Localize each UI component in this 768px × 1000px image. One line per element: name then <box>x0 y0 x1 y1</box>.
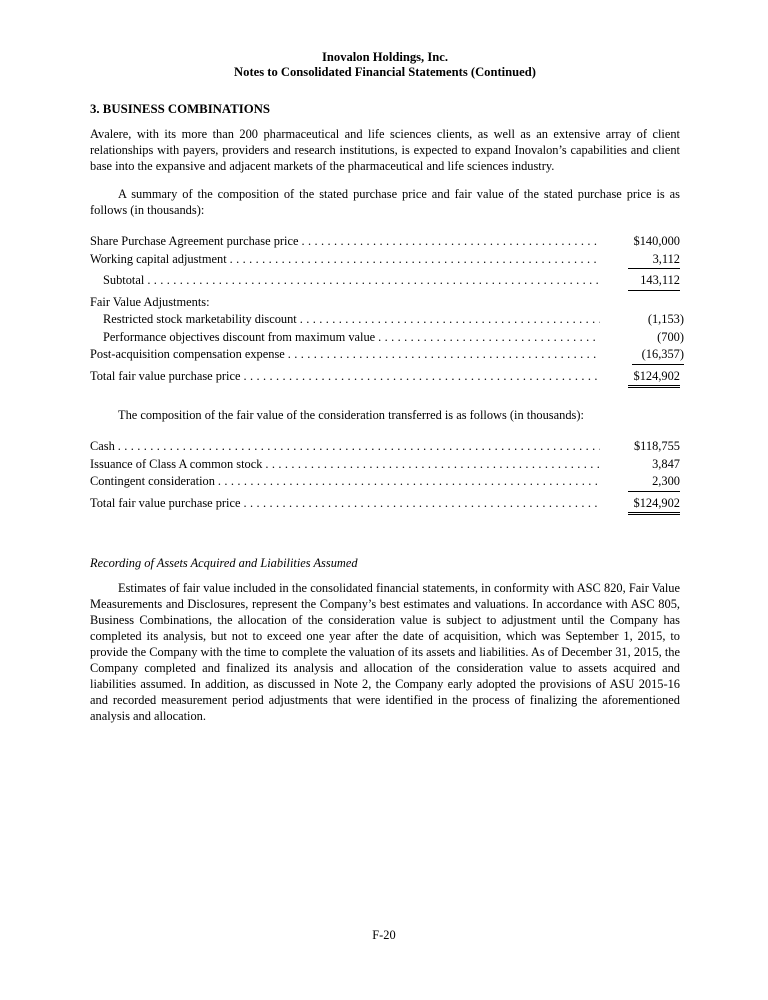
table-row <box>90 272 680 291</box>
row-value: $124,902 <box>628 368 680 389</box>
dot-leader <box>375 329 600 347</box>
dot-leader <box>227 251 600 269</box>
row-value: $118,755 <box>633 439 680 453</box>
row-label: Share Purchase Agreement purchase price <box>90 234 299 248</box>
row-label: Contingent consideration <box>90 474 215 488</box>
section-heading: 3. BUSINESS COMBINATIONS <box>90 102 271 116</box>
row-value-cell <box>606 346 684 365</box>
row-value-cell <box>606 272 680 291</box>
company-name: Inovalon Holdings, Inc. <box>322 50 448 64</box>
row-value: (1,153) <box>647 312 684 326</box>
summary-lead-paragraph: A summary of the composition of the stated purchase price and fair value of the stated purchase price is as follows (in thousands): <box>90 187 680 217</box>
page-footer <box>0 928 768 943</box>
purchase-price-table <box>90 233 684 388</box>
dot-leader <box>115 438 600 456</box>
row-value-cell <box>606 438 680 456</box>
row-value-cell <box>606 329 684 347</box>
document-header <box>90 50 680 80</box>
row-value-cell <box>606 456 680 474</box>
dot-leader <box>144 272 600 290</box>
row-value: (700) <box>657 329 684 344</box>
table-row <box>90 311 684 329</box>
row-value-cell <box>606 251 680 270</box>
row-value-cell <box>606 495 680 516</box>
table-row <box>90 473 680 492</box>
row-value: $124,902 <box>628 495 680 516</box>
recording-paragraph: Estimates of fair value included in the consolidated financial statements, in conformity with ASC 820, Fair Value Measurements and Disclosures, represent the Company’s best estimates and valuations. In accordance with ASC 805, Business Combinations, the allocation of the consideration value is subject to adjustment until the Company has completed its analysis, but not to exceed one year after the date of acquisition, which was September 1, 2015, to provide the Company with the time to complete the valuation of its assets and liabilities. As of December 31, 2015, the Company completed and finalized its analysis and allocation of the consideration value to assets acquired and liabilities assumed. In addition, as discussed in Note 2, the Company early adopted the provisions of ASU 2015-16 and recorded measurement period adjustments that were identified in the process of finalizing the aforementioned analysis and allocation. <box>90 581 680 723</box>
row-value-cell <box>606 368 680 389</box>
table-row <box>90 233 680 251</box>
table-row <box>90 368 680 389</box>
row-label: Issuance of Class A common stock <box>90 456 263 471</box>
dot-leader <box>241 368 601 386</box>
consideration-lead-paragraph: The composition of the fair value of the consideration transferred is as follows (in thousands): <box>118 408 584 422</box>
row-label: Restricted stock marketability discount <box>103 312 297 326</box>
row-label: Total fair value purchase price <box>90 368 241 383</box>
table-row <box>90 346 684 365</box>
dot-leader <box>215 473 600 491</box>
row-value: $140,000 <box>633 234 680 248</box>
row-value-cell <box>606 473 680 492</box>
row-label: Performance objectives discount from maximum value <box>103 329 376 344</box>
row-value: 143,112 <box>628 272 680 291</box>
row-value-cell <box>606 311 684 329</box>
row-value: (16,357) <box>632 346 684 365</box>
recording-subheading: Recording of Assets Acquired and Liabilities Assumed <box>90 556 358 570</box>
row-label: Total fair value purchase price <box>90 495 241 510</box>
table-row <box>90 456 680 474</box>
table-row <box>90 329 684 347</box>
document-title: Notes to Consolidated Financial Statements (Continued) <box>234 65 536 79</box>
row-label: Working capital adjustment <box>90 251 227 266</box>
consideration-table <box>90 438 680 515</box>
row-value: 2,300 <box>628 473 680 492</box>
dot-leader <box>241 495 601 513</box>
page-number: F-20 <box>372 928 396 942</box>
row-label: Subtotal <box>103 273 145 287</box>
table-row <box>90 294 680 312</box>
row-label: Cash <box>90 439 115 453</box>
row-value: 3,847 <box>652 456 680 471</box>
dot-leader <box>299 233 601 251</box>
table-row <box>90 438 680 456</box>
row-value-cell <box>606 233 680 251</box>
intro-paragraph: Avalere, with its more than 200 pharmaceutical and life sciences clients, as well as an extensive array of client relationships with payers, providers and research institutions, is expected to expand Inovalon’s capabilities and client base into the expansive and adjacent markets of the pharmaceutical and life sciences industry. <box>90 127 680 173</box>
table-row <box>90 251 680 270</box>
dot-leader <box>262 456 600 474</box>
row-label: Post-acquisition compensation expense <box>90 347 285 361</box>
dot-leader <box>297 311 600 329</box>
table-row <box>90 495 680 516</box>
row-value: 3,112 <box>628 251 680 270</box>
row-label: Fair Value Adjustments: <box>90 294 210 309</box>
dot-leader <box>285 346 600 364</box>
